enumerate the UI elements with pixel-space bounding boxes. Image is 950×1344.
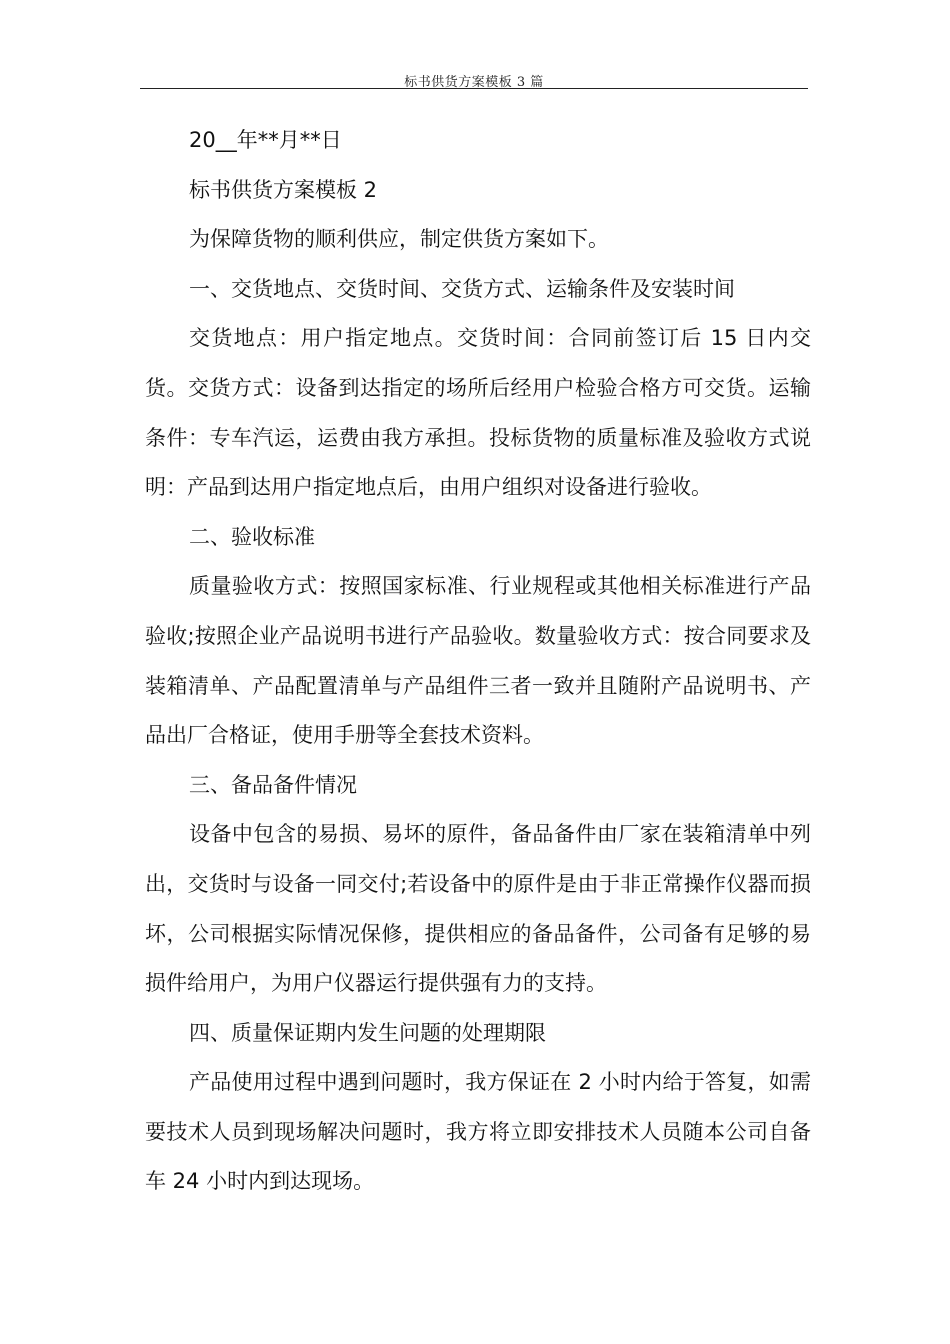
section-paragraph: 交货地点：用户指定地点。交货时间：合同前签订后 15 日内交货。交货方式：设备到达指定的场所后经用户检验合格方可交货。运输条件：专车汽运，运费由我方承担。投标货物的质量标准及验收方式说明：产品到达用户指定地点后，由用户组织对设备进行验收。 bbox=[145, 326, 811, 500]
section-paragraph: 质量验收方式：按照国家标准、行业规程或其他相关标准进行产品验收;按照企业产品说明书进行产品验收。数量验收方式：按合同要求及装箱清单、产品配置清单与产品组件三者一致并且随附产品说明书、产品出厂合格证，使用手册等全套技术资料。 bbox=[145, 574, 811, 748]
section-heading: 一、交货地点、交货时间、交货方式、运输条件及安装时间 bbox=[189, 276, 735, 301]
section-heading: 二、验收标准 bbox=[189, 524, 315, 549]
section-heading: 三、备品备件情况 bbox=[189, 772, 357, 797]
section-paragraph: 设备中包含的易损、易坏的原件，备品备件由厂家在装箱清单中列出，交货时与设备一同交付;若设备中的原件是由于非正常操作仪器而损坏，公司根据实际情况保修，提供相应的备品备件，公司备有足够的易损件给用户，为用户仪器运行提供强有力的支持。 bbox=[145, 822, 811, 996]
section-heading: 四、质量保证期内发生问题的处理期限 bbox=[189, 1020, 546, 1045]
running-header: 标书供货方案模板 3 篇 bbox=[404, 75, 544, 90]
section-paragraph: 产品使用过程中遇到问题时，我方保证在 2 小时内给于答复，如需要技术人员到现场解决问题时，我方将立即安排技术人员随本公司自备车 24 小时内到达现场。 bbox=[145, 1070, 811, 1194]
document-body bbox=[145, 116, 811, 1207]
header-divider bbox=[140, 88, 808, 89]
intro-paragraph: 为保障货物的顺利供应，制定供货方案如下。 bbox=[189, 227, 609, 252]
document-title: 标书供货方案模板 2 bbox=[189, 177, 378, 202]
date-line: 20__年**月**日 bbox=[189, 128, 342, 152]
